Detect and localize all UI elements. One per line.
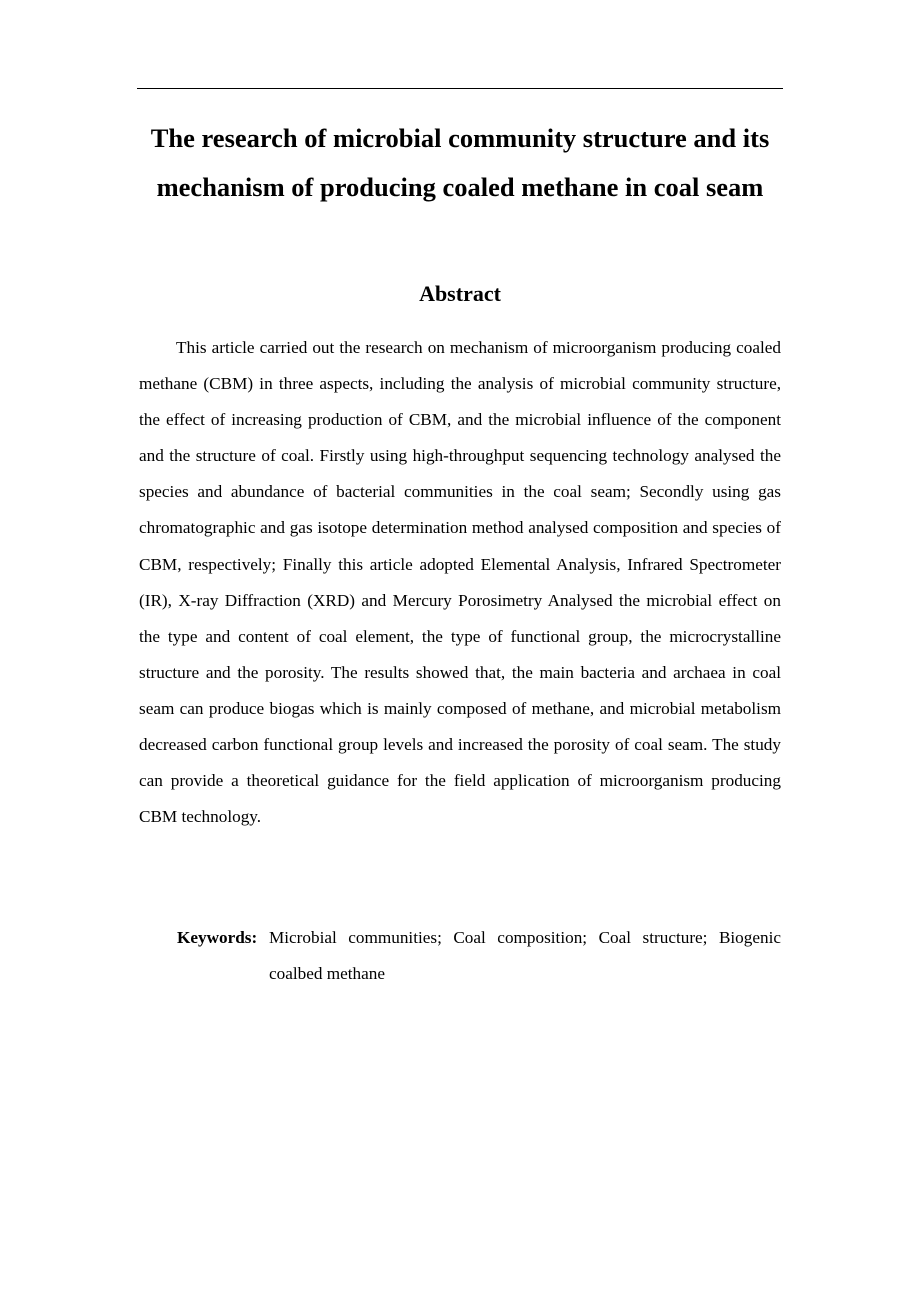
- keywords-list: Microbial communities; Coal composition; Coal structure; Biogenic coalbed methane: [269, 928, 781, 983]
- paper-title: The research of microbial community structure and its mechanism of producing coaled methane in coal seam: [150, 123, 770, 202]
- abstract-body: This article carried out the research on mechanism of microorganism producing coaled methane (CBM) in three aspects, including the analysis of microbial community structure, the effect of increasing production of CBM, and the microbial influence of the component and the structure of coal. Firstly using high-throughput sequencing technology analysed the species and abundance of bacterial communities in the coal seam; Secondly using gas chromatographic and gas isotope determination method analysed composition and species of CBM, respectively; Finally this article adopted Elemental Analysis, Infrared Spectrometer (IR), X-ray Diffraction (XRD) and Mercury Porosimetry Analysed the microbial effect on the type and content of coal element, the type of functional group, the microcrystalline structure and the porosity. The results showed that, the main bacteria and archaea in coal seam can produce biogas which is mainly composed of methane, and microbial metabolism decreased carbon functional group levels and increased the porosity of coal seam. The study can provide a theoretical guidance for the field application of microorganism producing CBM technology.: [139, 338, 781, 827]
- abstract-heading: Abstract: [419, 281, 501, 306]
- keywords-section: [177, 920, 781, 992]
- header-rule: [137, 88, 783, 89]
- keywords-label: Keywords:: [177, 928, 258, 947]
